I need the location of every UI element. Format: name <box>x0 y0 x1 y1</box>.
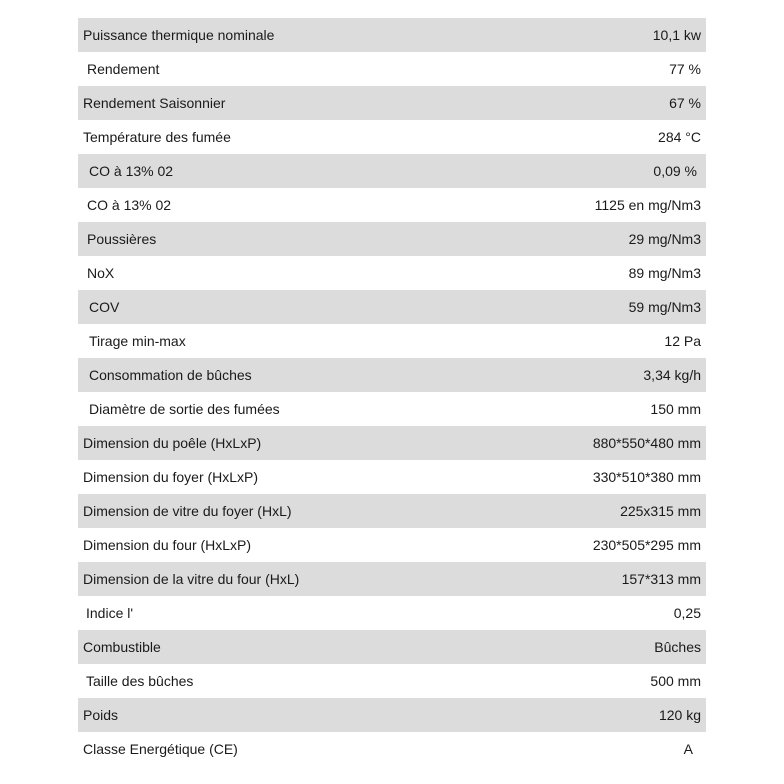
spec-label: Poussières <box>87 231 157 247</box>
spec-label: Dimension de la vitre du four (HxL) <box>83 571 300 587</box>
spec-row <box>78 222 706 256</box>
spec-row <box>78 698 706 732</box>
spec-value: 150 mm <box>650 401 701 417</box>
spec-row <box>78 392 706 426</box>
spec-label: Consommation de bûches <box>89 367 252 383</box>
spec-row <box>78 18 706 52</box>
spec-value: 330*510*380 mm <box>592 469 701 485</box>
spec-row <box>78 324 706 358</box>
spec-value: 89 mg/Nm3 <box>628 265 701 281</box>
spec-table <box>78 18 706 766</box>
spec-label: Taille des bûches <box>86 673 194 689</box>
spec-value: 500 mm <box>650 673 701 689</box>
spec-row <box>78 426 706 460</box>
spec-label: Indice l' <box>86 605 134 621</box>
spec-label: Dimension du four (HxLxP) <box>83 537 252 553</box>
spec-value: 3,34 kg/h <box>643 367 701 383</box>
spec-row <box>78 154 706 188</box>
spec-row <box>78 290 706 324</box>
spec-label: Dimension du foyer (HxLxP) <box>83 469 259 485</box>
spec-value: 1125 en mg/Nm3 <box>594 197 701 213</box>
spec-label: Rendement <box>87 61 160 77</box>
spec-row <box>78 256 706 290</box>
spec-value: 0,25 <box>673 605 701 621</box>
spec-label: NoX <box>87 265 115 281</box>
spec-label: Puissance thermique nominale <box>83 27 275 43</box>
spec-label: Poids <box>83 707 119 723</box>
spec-row <box>78 188 706 222</box>
spec-value: 225x315 mm <box>620 503 701 519</box>
spec-value: 67 % <box>669 95 701 111</box>
spec-value: 29 mg/Nm3 <box>628 231 701 247</box>
spec-label: Dimension de vitre du foyer (HxL) <box>83 503 292 519</box>
spec-row <box>78 358 706 392</box>
spec-value: 59 mg/Nm3 <box>628 299 701 315</box>
spec-label: Tirage min-max <box>89 333 186 349</box>
spec-row <box>78 664 706 698</box>
spec-value: 77 % <box>669 61 701 77</box>
spec-row <box>78 732 706 766</box>
spec-row <box>78 562 706 596</box>
spec-row <box>78 52 706 86</box>
spec-label: Diamètre de sortie des fumées <box>89 401 280 417</box>
spec-row <box>78 494 706 528</box>
spec-label: Rendement Saisonnier <box>83 95 226 111</box>
spec-row <box>78 120 706 154</box>
spec-value: 157*313 mm <box>621 571 701 587</box>
spec-value: 12 Pa <box>664 333 701 349</box>
spec-value: 10,1 kw <box>652 27 701 43</box>
spec-row <box>78 596 706 630</box>
spec-label: COV <box>89 299 120 315</box>
spec-row <box>78 630 706 664</box>
spec-label: CO à 13% 02 <box>87 197 172 213</box>
spec-value: 0,09 % <box>653 163 697 179</box>
spec-value: 880*550*480 mm <box>592 435 701 451</box>
spec-label: Combustible <box>83 639 161 655</box>
spec-row <box>78 86 706 120</box>
spec-value: A <box>683 741 693 757</box>
spec-label: Classe Energétique (CE) <box>83 741 238 757</box>
spec-value: 120 kg <box>658 707 701 723</box>
spec-value: Bûches <box>654 639 701 655</box>
spec-row <box>78 460 706 494</box>
spec-value: 230*505*295 mm <box>592 537 701 553</box>
spec-value: 284 °C <box>658 129 701 145</box>
spec-label: Dimension du poêle (HxLxP) <box>83 435 262 451</box>
spec-label: CO à 13% 02 <box>89 163 174 179</box>
spec-row <box>78 528 706 562</box>
spec-label: Température des fumée <box>83 129 231 145</box>
